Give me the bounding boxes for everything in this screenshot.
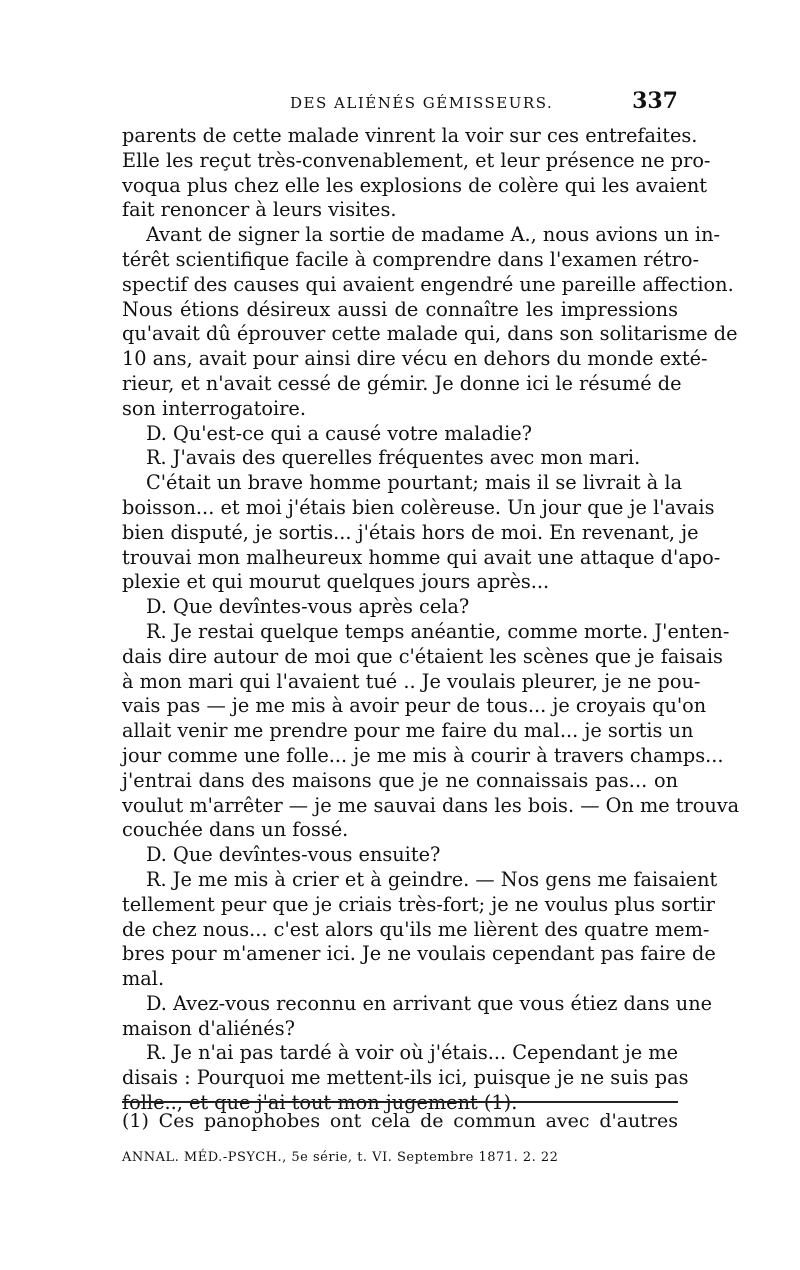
- text-line: maison d'aliénés?: [122, 1016, 295, 1040]
- text-line: tellement peur que je criais très-fort; je ne voulus plus sortir: [122, 892, 716, 916]
- text-line: jour comme une folle... je me mis à courir à travers champs...: [122, 743, 724, 767]
- text-line: 10 ans, avait pour ainsi dire vécu en dehors du monde exté-: [122, 347, 708, 371]
- text-line: trouvai mon malheureux homme qui avait une attaque d'apo-: [122, 545, 721, 569]
- text-line: dais dire autour de moi que c'étaient les scènes que je faisais: [122, 644, 723, 668]
- text-line: D. Que devîntes-vous après cela?: [146, 595, 470, 619]
- text-line: disais : Pourquoi me mettent-ils ici, puisque je ne suis pas: [122, 1066, 689, 1090]
- signature-line: ANNAL. MÉD.-PSYCH., 5e série, t. VI. Septembre 1871. 2. 22: [122, 1150, 559, 1165]
- text-line: R. J'avais des querelles fréquentes avec mon mari.: [146, 446, 641, 470]
- text-line: spectif des causes qui avaient engendré une pareille affection.: [122, 272, 734, 296]
- text-line: Avant de signer la sortie de madame A., nous avions un in-: [146, 223, 721, 247]
- text-line: Nous étions désireux aussi de connaître les impressions: [122, 297, 678, 321]
- text-line: son interrogatoire.: [122, 396, 306, 420]
- text-line: folle.., et que j'ai tout mon jugement (1).: [122, 1091, 518, 1115]
- text-line: térêt scientifique facile à comprendre dans l'examen rétro-: [122, 247, 700, 271]
- text-line: R. Je restai quelque temps anéantie, comme morte. J'enten-: [146, 619, 730, 643]
- footnote-rule: [122, 1101, 678, 1103]
- text-line: parents de cette malade vinrent la voir sur ces entrefaites.: [122, 124, 698, 147]
- text-line: R. Je me mis à crier et à geindre. — Nos gens me faisaient: [146, 867, 718, 891]
- text-line: D. Avez-vous reconnu en arrivant que vous étiez dans une: [146, 991, 713, 1015]
- text-line: couchée dans un fossé.: [122, 818, 349, 842]
- text-line: j'entrai dans des maisons que je ne connaissais pas... on: [122, 768, 678, 792]
- text-line: boisson... et moi j'étais bien colèreuse. Un jour que je l'avais: [122, 495, 715, 519]
- text-line: bien disputé, je sortis... j'étais hors de moi. En revenant, je: [122, 520, 699, 544]
- text-line: voqua plus chez elle les explosions de colère qui les avaient: [122, 173, 708, 197]
- text-line: plexie et qui mourut quelques jours après...: [122, 570, 550, 594]
- text-line: qu'avait dû éprouver cette malade qui, dans son solitarisme de: [122, 322, 738, 346]
- body-text: [122, 124, 740, 1116]
- text-line: rieur, et n'avait cessé de gémir. Je donne ici le résumé de: [122, 371, 682, 395]
- text-line: à mon mari qui l'avaient tué .. Je voulais pleurer, je ne pou-: [122, 669, 701, 693]
- text-line: fait renoncer à leurs visites.: [122, 198, 397, 222]
- text-line: C'était un brave homme pourtant; mais il se livrait à la: [146, 471, 683, 495]
- text-line: mal.: [122, 967, 165, 991]
- footnote: (1) Ces panophobes ont cela de commun avec d'autres: [122, 1110, 678, 1132]
- text-line: bres pour m'amener ici. Je ne voulais cependant pas faire de: [122, 942, 716, 966]
- text-line: de chez nous... c'est alors qu'ils me lièrent des quatre mem-: [122, 917, 710, 941]
- text-line: voulut m'arrêter — je me sauvai dans les bois. — On me trouva: [122, 793, 740, 817]
- page-number: 337: [632, 88, 678, 114]
- text-line: allait venir me prendre pour me faire du mal... je sortis un: [122, 719, 694, 743]
- text-line: D. Qu'est-ce qui a causé votre maladie?: [146, 421, 532, 445]
- text-line: vais pas — je me mis à avoir peur de tous... je croyais qu'on: [122, 694, 707, 718]
- text-line: R. Je n'ai pas tardé à voir où j'étais... Cependant je me: [146, 1041, 678, 1065]
- page-header: [122, 88, 678, 118]
- text-line: D. Que devîntes-vous ensuite?: [146, 843, 441, 867]
- text-line: Elle les reçut très-convenablement, et leur présence ne pro-: [122, 148, 711, 172]
- running-title: DES ALIÉNÉS GÉMISSEURS.: [290, 94, 554, 112]
